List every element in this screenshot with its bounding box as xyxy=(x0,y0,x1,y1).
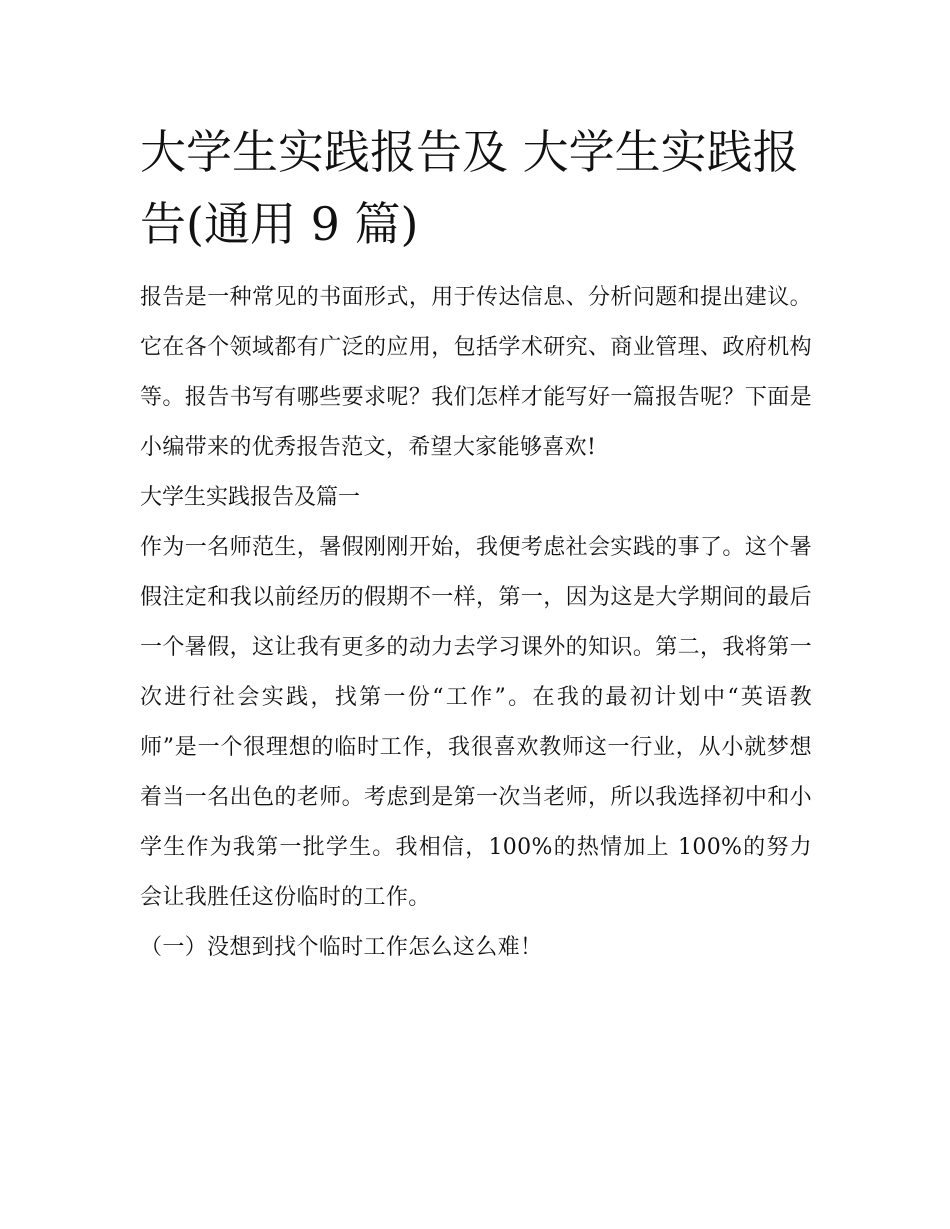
document-body xyxy=(140,116,812,973)
section-heading: 大学生实践报告及篇一 xyxy=(140,485,361,510)
document-title: 大学生实践报告及 大学生实践报告(通用 9 篇) xyxy=(140,125,799,251)
section-paragraph: 作为一名师范生，暑假刚刚开始，我便考虑社会实践的事了。这个暑假注定和我以前经历的假期不一样，第一，因为这是大学期间的最后一个暑假，这让我有更多的动力去学习课外的知识。第二，我将第一次进行社会实践，找第一份“工作”。在我的最初计划中“英语教师”是一个很理想的临时工作，我很喜欢教师这一行业，从小就梦想着当一名出色的老师。考虑到是第一次当老师，所以我选择初中和小学生作为我第一批学生。我相信，100%的热情加上 100%的努力会让我胜任这份临时的工作。 xyxy=(140,535,812,910)
intro-paragraph: 报告是一种常见的书面形式，用于传达信息、分析问题和提出建议。它在各个领域都有广泛的应用，包括学术研究、商业管理、政府机构等。报告书写有哪些要求呢？我们怎样才能写好一篇报告呢？下面是小编带来的优秀报告范文，希望大家能够喜欢! xyxy=(140,285,812,460)
subsection-heading: （一）没想到找个临时工作怎么这么难！ xyxy=(140,935,543,960)
